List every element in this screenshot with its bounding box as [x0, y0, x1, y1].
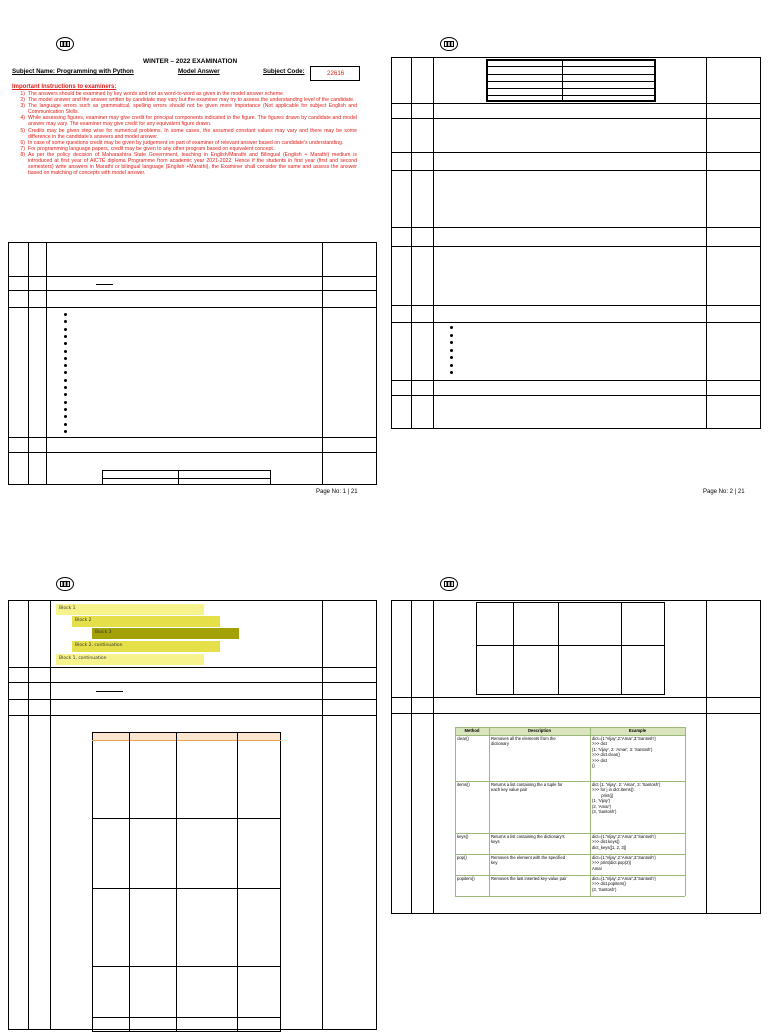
bullet-icon	[64, 313, 67, 316]
table-cell-method: popitem()	[457, 876, 475, 881]
bullet-icon	[64, 430, 67, 433]
table-cell-example: dict={1:'Vijay',2:'Amar',3:'Santosh'} >>> print(dict.pop(2)) Amar	[592, 855, 656, 871]
instruction-number: 2)	[20, 97, 25, 104]
table-cell-example: dict={1:'Vijay',2:'Amar',3:'Santosh'} >>> dict.keys() dict_keys([1, 2, 3])	[592, 834, 656, 850]
bullet-icon	[64, 379, 67, 382]
table-cell-example: dict={1:'Vijay',2:'Amar',3:'Santosh'} >>> dict.popitem() (3, 'Santosh')	[592, 876, 656, 892]
subject-code-box	[310, 66, 360, 81]
table-cell-description: Removes the element with the specified key	[491, 855, 566, 866]
instructions-heading: Important Instructions to examiners:	[12, 84, 117, 90]
msbte-logo-icon	[56, 577, 74, 591]
bullet-icon	[64, 328, 67, 331]
inner-table-p3	[92, 732, 281, 1032]
bullet-icon	[450, 326, 453, 329]
instruction-text: The language errors such as grammatical, spelling errors should not be given more Importance (Not applicable for subject English and Communication Skills.	[28, 103, 357, 116]
bullet-icon	[450, 341, 453, 344]
subject-code-label: Subject Code:	[263, 68, 305, 75]
table-cell-description: Removes the last inserted key-value pair	[491, 876, 567, 881]
page-number: Page No: 1 | 21	[316, 489, 358, 495]
table-cell-method: items()	[457, 782, 470, 787]
table-header: Description	[527, 728, 552, 733]
subject-name: Subject Name: Programming with Python	[12, 68, 134, 75]
instruction-item	[12, 103, 357, 115]
block-2-continuation: Block 2, continuation	[72, 641, 220, 652]
bullet-icon	[450, 349, 453, 352]
inner-grid-p4	[476, 602, 665, 695]
msbte-logo-icon	[440, 37, 458, 51]
table-cell-description: Returns a list containing the dictionary's keys	[491, 834, 565, 845]
instruction-number: 5)	[20, 127, 25, 134]
block-3: Block 3	[92, 628, 239, 639]
bullet-icon	[450, 364, 453, 367]
table-cell-method: pop()	[457, 855, 467, 860]
table-cell-description: Removes all the elements from the dictionary	[491, 736, 556, 747]
instruction-text: Credits may be given step wise for numerical problems. In some cases, the assumed constant values may vary and there may be some difference in the candidate’s answers and model answer.	[28, 127, 357, 140]
block-1: Block 1	[56, 604, 204, 615]
instruction-number: 4)	[20, 115, 25, 122]
bullet-icon	[450, 334, 453, 337]
instruction-item	[12, 115, 357, 127]
msbte-logo-icon	[440, 577, 458, 591]
msbte-logo-icon	[56, 37, 74, 51]
exam-title: WINTER – 2022 EXAMINATION	[143, 58, 238, 65]
bullet-icon	[64, 423, 67, 426]
table-header: Method	[464, 728, 480, 733]
table-cell-example: dict={1:'Vijay',2:'Amar',3:'Santosh'} >>> dict {1: 'Vijay', 2: 'Amar', 3: 'Santosh'} >>> dict.clear() >>> dict {}	[592, 736, 656, 769]
instruction-number: 3)	[20, 103, 25, 110]
page-number: Page No: 2 | 21	[703, 489, 745, 495]
table-cell-method: keys()	[457, 834, 469, 839]
bullet-icon	[450, 371, 453, 374]
bullet-icon	[450, 356, 453, 359]
instruction-number: 7)	[20, 145, 25, 152]
instruction-text: While assessing figures, examiner may give credit for principal components indicated in the figure. The figures drawn by candidate and model answer may vary. The examiner may give credit for any equivalent figure drawn.	[28, 115, 357, 128]
instruction-item	[12, 152, 357, 176]
block-2: Block 2	[72, 616, 220, 627]
instruction-text: The model answer and the answer written by candidate may vary but the examiner may try to assess the understanding level of the candidate.	[28, 97, 355, 104]
model-answer-label: Model Answer	[178, 68, 220, 75]
instruction-item	[12, 128, 357, 140]
instruction-number: 1)	[20, 91, 25, 97]
instruction-number: 8)	[20, 151, 25, 158]
instruction-text: For programming language papers, credit may be given to any other program based on equivalent concept.	[28, 145, 275, 152]
bullet-icon	[64, 408, 67, 411]
instruction-text: The answers should be examined by key words and not as word-to-word as given in the model answer scheme.	[28, 91, 285, 97]
instruction-text: As per the policy decision of Maharashtra State Government, teaching in English/Marathi and Bilingual (English + Marathi) medium is introduced at first year of AICTE diploma Programme from academic year 2021-2022. Hence if the students in first year (first and second semesters) write answers in Marathi or bilingual language (English +Marathi), the Examiner shall consider the same and assess the answer based on matching of concepts with model answer.	[28, 151, 357, 177]
instructions-list	[12, 91, 357, 176]
bullet-icon	[64, 386, 67, 389]
bullet-icon	[64, 335, 67, 338]
bullet-icon	[64, 350, 67, 353]
instruction-text: In case of some questions credit may be given by judgement on part of examiner of relevant answer based on candidate’s understanding.	[28, 139, 344, 146]
block-1-continuation: Block 1, continuation	[56, 654, 204, 665]
instruction-number: 6)	[20, 139, 25, 146]
bullet-icon	[64, 401, 67, 404]
table-cell-description: Returns a list containing the a tuple for each key value pair	[491, 782, 563, 793]
subject-code-value: 22616	[327, 70, 345, 77]
table-cell-example: dict {1: 'Vijay', 2: 'Amar', 3: 'Santosh'} >>> for j in dict.items(): print(j) (1, 'Vijay') (2, 'Amar') (3, 'Santosh')	[592, 782, 661, 815]
dict-methods-table	[455, 727, 685, 914]
table-header: Example	[628, 728, 647, 733]
bullet-icon	[64, 357, 67, 360]
table-cell-method: clear()	[457, 736, 469, 741]
